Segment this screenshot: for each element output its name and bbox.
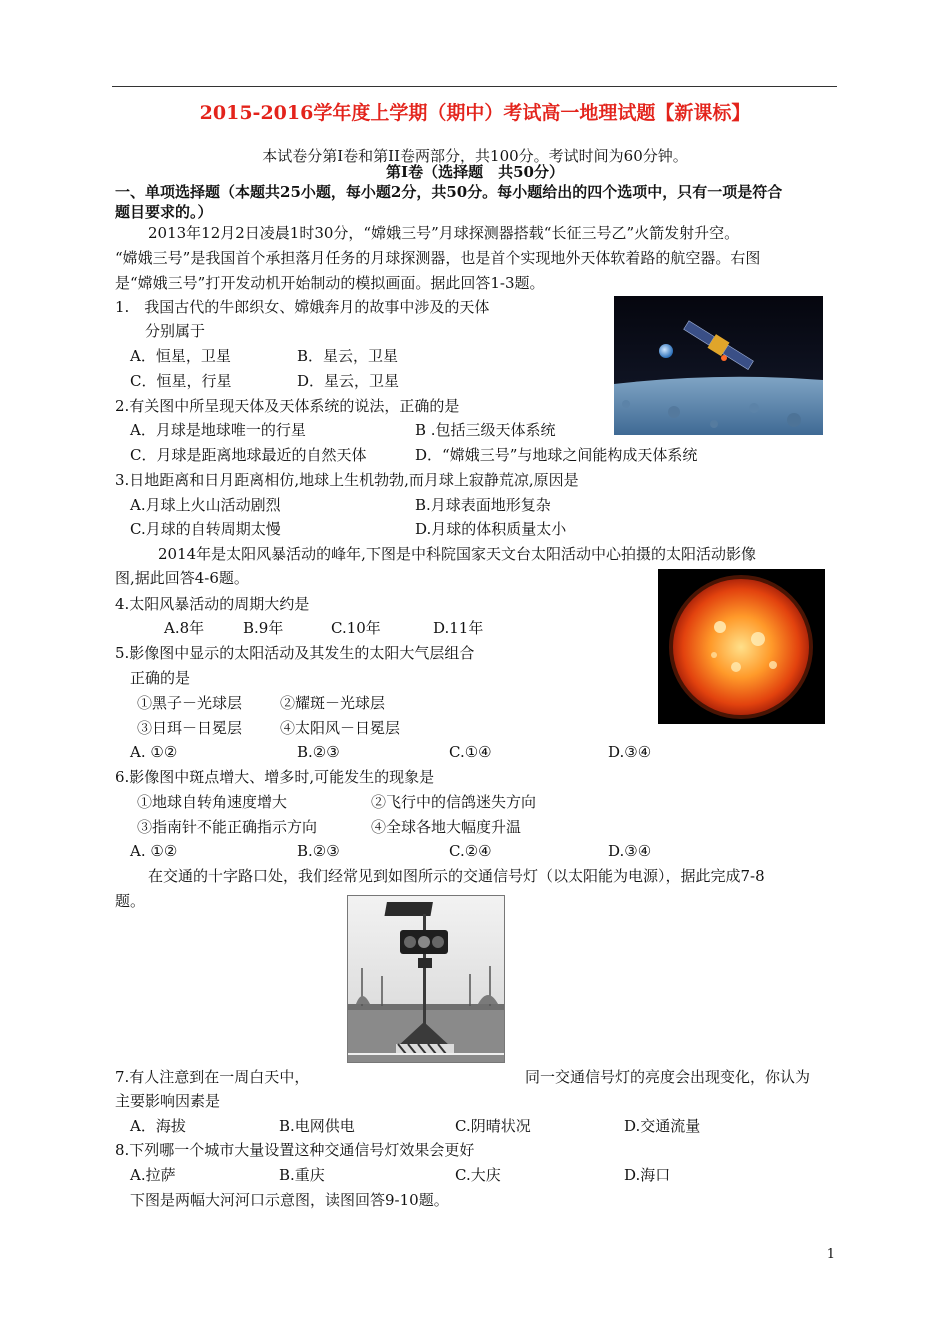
q8-option-b: B.重庆 <box>279 1166 325 1184</box>
q7-option-d: D.交通流量 <box>624 1117 701 1135</box>
q2-stem: 2.有关图中所呈现天体及天体系统的说法，正确的是 <box>115 397 460 415</box>
q4-option-d: D.11年 <box>433 619 484 637</box>
q7-stem-line-2: 主要影响因素是 <box>115 1092 221 1110</box>
q4-stem: 4.太阳风暴活动的周期大约是 <box>115 595 310 613</box>
exam-intro: 本试卷分第Ⅰ卷和第II卷两部分，共100分。考试时间为60分钟。 <box>262 147 688 165</box>
q2-option-c: C．月球是距离地球最近的自然天体 <box>130 446 367 464</box>
header-rule <box>112 86 837 87</box>
q5-option-c: C.①④ <box>449 743 492 761</box>
q3-option-d: D.月球的体积质量太小 <box>415 520 567 538</box>
solar-traffic-light-image <box>347 895 505 1063</box>
q5-option-a: A. ①② <box>130 743 178 761</box>
change3-moon-image <box>614 296 823 435</box>
q3-stem: 3.日地距离和日月距离相仿,地球上生机勃勃,而月球上寂静荒凉,原因是 <box>115 471 579 489</box>
q1-option-a: A．恒星，卫星 <box>130 347 231 365</box>
q4-option-b: B.9年 <box>243 619 284 637</box>
q7-option-b: B.电网供电 <box>279 1117 355 1135</box>
q4-option-a: A.8年 <box>164 619 205 637</box>
q6-item-2: ②飞行中的信鸽迷失方向 <box>371 793 537 811</box>
q5-stem-line-1: 5.影像图中显示的太阳活动及其发生的太阳大气层组合 <box>115 644 475 662</box>
q1-stem-line-2: 分别属于 <box>145 322 206 340</box>
passage-1-line-1: 2013年12月2日凌晨1时30分，“嫦娥三号”月球探测器搭载“长征三号乙”火箭发射升空。 <box>148 224 740 242</box>
q8-option-a: A.拉萨 <box>130 1166 176 1184</box>
q7-option-a: A．海拔 <box>130 1117 186 1135</box>
q6-option-c: C.②④ <box>449 842 492 860</box>
q8-option-c: C.大庆 <box>455 1166 501 1184</box>
passage-1-line-2: “嫦娥三号”是我国首个承担落月任务的月球探测器，也是首个实现地外天体软着路的航空器。右图 <box>115 249 761 267</box>
q2-option-b: B .包括三级天体系统 <box>415 421 556 439</box>
q3-option-a: A.月球上火山活动剧烈 <box>130 496 281 514</box>
passage-2-line-2: 图,据此回答4-6题。 <box>115 569 249 587</box>
q1-option-b: B．星云，卫星 <box>297 347 399 365</box>
q5-option-d: D.③④ <box>608 743 652 761</box>
part-one-heading: 第Ⅰ卷（选择题 共50分） <box>386 163 564 181</box>
section-one-heading-cont: 题目要求的。） <box>115 203 213 221</box>
passage-3-line-1: 在交通的十字路口处，我们经常见到如图所示的交通信号灯（以太阳能为电源），据此完成7-8 <box>148 867 765 885</box>
q6-item-3: ③指南针不能正确指示方向 <box>137 818 318 836</box>
q6-option-d: D.③④ <box>608 842 652 860</box>
q8-option-d: D.海口 <box>624 1166 671 1184</box>
page-number: 1 <box>826 1247 835 1262</box>
passage-4-line-1: 下图是两幅大河河口示意图，读图回答9-10题。 <box>130 1191 449 1209</box>
passage-2-line-1: 2014年是太阳风暴活动的峰年,下图是中科院国家天文台太阳活动中心拍摄的太阳活动影像 <box>158 545 756 563</box>
q4-option-c: C.10年 <box>331 619 381 637</box>
q1-stem-line-1: 1. 我国古代的牛郎织女、嫦娥奔月的故事中涉及的天体 <box>115 298 490 316</box>
passage-1-line-3: 是“嫦娥三号”打开发动机开始制动的模拟画面。据此回答1-3题。 <box>115 274 545 292</box>
q1-option-c: C．恒星，行星 <box>130 372 232 390</box>
passage-3-line-2: 题。 <box>115 892 146 910</box>
q3-option-b: B.月球表面地形复杂 <box>415 496 551 514</box>
section-one-heading: 一、单项选择题（本题共25小题，每小题2分，共50分。每小题给出的四个选项中，只有一项是符合 <box>115 183 783 201</box>
q6-item-4: ④全球各地大幅度升温 <box>371 818 522 836</box>
q7-option-c: C.阴晴状况 <box>455 1117 531 1135</box>
q5-item-4: ④太阳风－日冕层 <box>280 719 401 737</box>
q5-item-2: ②耀斑－光球层 <box>280 694 386 712</box>
q5-item-1: ①黑子－光球层 <box>137 694 243 712</box>
q6-item-1: ①地球自转角速度增大 <box>137 793 288 811</box>
q5-item-3: ③日珥－日冕层 <box>137 719 243 737</box>
q7-stem-part-1: 7.有人注意到在一周白天中， <box>115 1068 310 1086</box>
q6-stem: 6.影像图中斑点增大、增多时,可能发生的现象是 <box>115 768 435 786</box>
q6-option-a: A. ①② <box>130 842 178 860</box>
q2-option-a: A．月球是地球唯一的行星 <box>130 421 306 439</box>
q5-option-b: B.②③ <box>297 743 340 761</box>
sun-activity-image <box>658 569 825 724</box>
q3-option-c: C.月球的自转周期太慢 <box>130 520 281 538</box>
q6-option-b: B.②③ <box>297 842 340 860</box>
exam-title: 2015-2016学年度上学期（期中）考试高一地理试题【新课标】 <box>199 102 751 124</box>
q8-stem: 8.下列哪一个城市大量设置这种交通信号灯效果会更好 <box>115 1141 475 1159</box>
q1-option-d: D．星云，卫星 <box>297 372 400 390</box>
q2-option-d: D．“嫦娥三号”与地球之间能构成天体系统 <box>415 446 698 464</box>
q5-stem-line-2: 正确的是 <box>130 669 191 687</box>
q7-stem-part-2: 同一交通信号灯的亮度会出现变化，你认为 <box>525 1068 811 1086</box>
